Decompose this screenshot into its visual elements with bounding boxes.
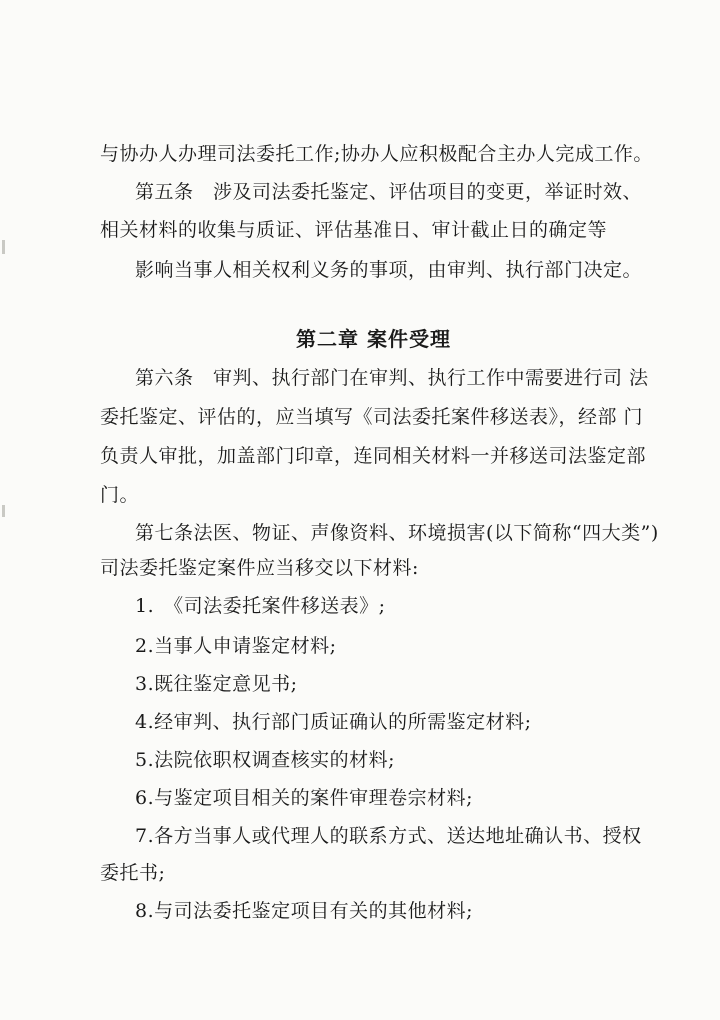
paragraph-line: 与协办人办理司法委托工作;协办人应积极配合主办人完成工作。 — [100, 143, 653, 165]
list-item: 1. 《司法委托案件移送表》; — [135, 595, 386, 617]
list-item: 4.经审判、执行部门质证确认的所需鉴定材料; — [135, 711, 532, 733]
article-6-line: 门。 — [100, 484, 140, 506]
article-5-line: 影响当事人相关权利义务的事项，由审判、执行部门决定。 — [135, 259, 643, 281]
list-item: 8.与司法委托鉴定项目有关的其他材料; — [135, 900, 474, 922]
article-6-line: 第六条 审判、执行部门在审判、执行工作中需要进行司 法 — [135, 367, 649, 389]
article-7-line: 第七条法医、物证、声像资料、环境损害(以下简称“四大类”) — [135, 522, 659, 544]
scan-artifact — [2, 240, 5, 254]
article-6-line: 负责人审批，加盖部门印章，连同相关材料一并移送司法鉴定部 — [100, 445, 647, 467]
list-item: 3.既往鉴定意见书; — [135, 673, 298, 695]
article-6-line: 委托鉴定、评估的，应当填写《司法委托案件移送表》，经部 门 — [100, 406, 644, 428]
scan-artifact — [2, 505, 5, 517]
article-5-line: 第五条 涉及司法委托鉴定、评估项目的变更，举证时效、 — [135, 181, 643, 203]
list-item-continuation: 委托书; — [100, 862, 166, 884]
list-item: 7.各方当事人或代理人的联系方式、送达地址确认书、授权 — [135, 825, 642, 847]
list-item: 5.法院依职权调查核实的材料; — [135, 749, 396, 771]
list-item: 2.当事人申请鉴定材料; — [135, 635, 337, 657]
article-5-line: 相关材料的收集与质证、评估基准日、审计截止日的确定等 — [100, 219, 608, 241]
list-item: 6.与鉴定项目相关的案件审理卷宗材料; — [135, 787, 474, 809]
chapter-title: 第二章 案件受理 — [296, 327, 451, 351]
article-7-line: 司法委托鉴定案件应当移交以下材料: — [100, 557, 419, 579]
